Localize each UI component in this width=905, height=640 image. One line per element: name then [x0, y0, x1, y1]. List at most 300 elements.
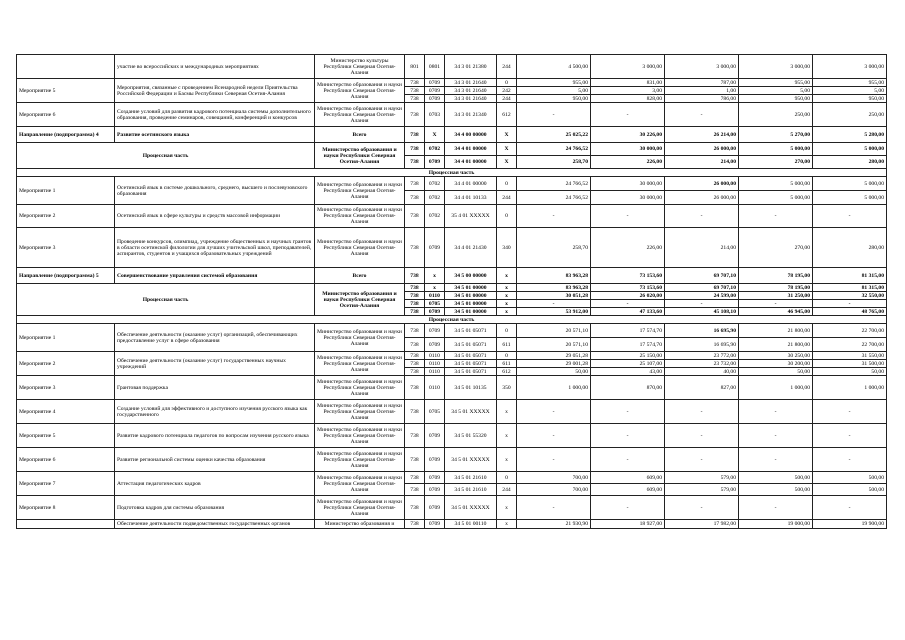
- table-cell: X: [497, 143, 517, 156]
- table-cell: 29 051,28: [517, 352, 591, 360]
- table-cell: X: [497, 127, 517, 143]
- table-cell: 270,00: [739, 156, 813, 169]
- table-cell: 0705: [425, 300, 445, 308]
- table-cell: 0703: [425, 103, 445, 127]
- table-cell: 1 000,00: [739, 376, 813, 400]
- table-cell: 244: [497, 484, 517, 496]
- table-cell: 50,00: [813, 368, 887, 376]
- table-cell: 0: [497, 79, 517, 87]
- table-cell: 34 5 01 05071: [445, 338, 497, 352]
- table-cell: Обеспечение деятельности (оказание услуг) организаций, обеспечивающих предоставление услуг в сфере образования: [115, 324, 315, 352]
- table-cell: 250,00: [813, 103, 887, 127]
- table-cell: 30 000,00: [591, 177, 665, 191]
- table-cell: 26 020,00: [591, 292, 665, 300]
- table-cell: 31 250,00: [739, 292, 813, 300]
- table-cell: Министерство образования и науки Республики Северная Осетия-Алания: [315, 79, 405, 103]
- table-cell: Грантовая поддержка: [115, 376, 315, 400]
- table-cell: 3 000,00: [813, 55, 887, 79]
- table-cell: Мероприятие 4: [17, 400, 115, 424]
- table-cell: 25 025,22: [517, 127, 591, 143]
- table-cell: 24 766,52: [517, 143, 591, 156]
- table-cell: 258,70: [517, 228, 591, 268]
- table-cell: -: [591, 400, 665, 424]
- table-cell: 23 772,00: [665, 352, 739, 360]
- table-cell: -: [591, 300, 665, 308]
- table-cell: 0801: [425, 55, 445, 79]
- table-row: [17, 324, 887, 338]
- table-row: [17, 205, 887, 228]
- table-cell: Министерство образования и науки Республики Северная Осетия-Алания: [315, 424, 405, 448]
- table-cell: 21 930,90: [517, 520, 591, 529]
- table-cell: 738: [405, 292, 425, 300]
- table-cell: 5 280,00: [813, 127, 887, 143]
- table-cell: 0709: [425, 95, 445, 103]
- table-cell: -: [739, 424, 813, 448]
- table-cell: 738: [405, 268, 425, 284]
- table-cell: Мероприятие 1: [17, 324, 115, 352]
- table-cell: 16 695,90: [665, 338, 739, 352]
- table-cell: -: [665, 424, 739, 448]
- table-cell: x: [497, 448, 517, 472]
- table-cell: 31 550,00: [813, 352, 887, 360]
- table-cell: 26 000,00: [665, 191, 739, 205]
- table-cell: -: [665, 205, 739, 228]
- table-cell: 0709: [425, 520, 445, 529]
- table-cell: 34 5 00 00000: [445, 268, 497, 284]
- table-cell: 270,00: [739, 228, 813, 268]
- table-cell: 609,00: [591, 472, 665, 484]
- table-cell: 244: [497, 95, 517, 103]
- table-cell: Министерство образования и науки Республики Северная Осетия-Алания: [315, 352, 405, 376]
- table-cell: 17 574,70: [591, 324, 665, 338]
- table-cell: 21 800,00: [739, 324, 813, 338]
- summary-row: [17, 284, 887, 292]
- table-cell: 34 5 01 05071: [445, 324, 497, 338]
- table-cell: Министерство образования и науки Республики Северная Осетия-Алания: [315, 205, 405, 228]
- table-cell: -: [665, 448, 739, 472]
- table-cell: 24 766,52: [517, 191, 591, 205]
- table-cell: 20 571,10: [517, 338, 591, 352]
- table-cell: Мероприятие 6: [17, 448, 115, 472]
- table-cell: Осетинский язык в сфере культуры и средств массовой информации: [115, 205, 315, 228]
- table-cell: 5,00: [517, 87, 591, 95]
- table-cell: Развитие кадрового потенциала педагогов по вопросам изучения русского языка: [115, 424, 315, 448]
- table-cell: Министерство образования и науки Республики Северная Осетия-Алания: [315, 103, 405, 127]
- table-cell: 738: [405, 352, 425, 360]
- table-cell: 738: [405, 448, 425, 472]
- table-cell: 0: [497, 177, 517, 191]
- table-cell: 34 5 01 21610: [445, 484, 497, 496]
- table-cell: 611: [497, 338, 517, 352]
- table-cell: -: [665, 400, 739, 424]
- table-cell: 738: [405, 127, 425, 143]
- table-cell: 0110: [425, 376, 445, 400]
- summary-row: [17, 127, 887, 143]
- table-row: [17, 520, 887, 529]
- table-cell: 34 3 01 21640: [445, 87, 497, 95]
- table-cell: Министерство образования и науки Республики Северная Осетия-Алания: [315, 376, 405, 400]
- table-cell: 738: [405, 300, 425, 308]
- table-cell: Министерство образования и науки Республики Северная Осетия-Алания: [315, 177, 405, 205]
- table-cell: 25 107,00: [591, 360, 665, 368]
- table-cell: 500,00: [813, 472, 887, 484]
- table-cell: Мероприятие 5: [17, 424, 115, 448]
- table-cell: 34 5 01 05071: [445, 368, 497, 376]
- table-cell: Министерство образования и: [315, 520, 405, 529]
- table-cell: Мероприятие 3: [17, 376, 115, 400]
- table-cell: 34 5 01 00110: [445, 520, 497, 529]
- table-row: [17, 55, 887, 79]
- table-row: [17, 496, 887, 520]
- table-cell: 69 707,10: [665, 268, 739, 284]
- table-cell: 226,00: [591, 156, 665, 169]
- table-cell: 612: [497, 103, 517, 127]
- table-cell: -: [739, 300, 813, 308]
- table-cell: 34 5 01 05071: [445, 352, 497, 360]
- table-cell: Мероприятие 5: [17, 79, 115, 103]
- table-cell: -: [591, 205, 665, 228]
- table-cell: -: [813, 448, 887, 472]
- table-cell: 34 4 00 00000: [445, 127, 497, 143]
- table-cell: x: [497, 284, 517, 292]
- table-cell: -: [591, 424, 665, 448]
- table-cell: 30 051,28: [517, 292, 591, 300]
- table-cell: x: [497, 400, 517, 424]
- table-cell: 5 000,00: [739, 191, 813, 205]
- table-cell: 50,00: [739, 368, 813, 376]
- table-cell: -: [591, 496, 665, 520]
- table-cell: 34 5 01 21610: [445, 472, 497, 484]
- table-cell: -: [813, 496, 887, 520]
- table-cell: 955,00: [739, 79, 813, 87]
- table-cell: -: [517, 424, 591, 448]
- table-cell: 831,00: [591, 79, 665, 87]
- table-cell: 828,00: [591, 95, 665, 103]
- table-cell: 700,00: [517, 484, 591, 496]
- table-cell: 53 912,00: [517, 308, 591, 316]
- table-cell: 0709: [425, 472, 445, 484]
- table-cell: 3 000,00: [591, 55, 665, 79]
- table-cell: 5,00: [739, 87, 813, 95]
- table-cell: 78 195,00: [739, 284, 813, 292]
- table-cell: 17 982,00: [665, 520, 739, 529]
- table-cell: 43,00: [591, 368, 665, 376]
- table-cell: Подготовка кадров для системы образования: [115, 496, 315, 520]
- table-row: [17, 424, 887, 448]
- table-cell: 0110: [425, 352, 445, 360]
- table-cell: 20 571,10: [517, 324, 591, 338]
- table-cell: -: [517, 400, 591, 424]
- table-cell: 34 4 01 00000: [445, 177, 497, 191]
- table-cell: 34 3 01 21380: [445, 55, 497, 79]
- table-cell: Совершенствование управления системой образования: [115, 268, 315, 284]
- table-cell: 0110: [425, 360, 445, 368]
- table-cell: 5,00: [813, 87, 887, 95]
- table-cell: 738: [405, 484, 425, 496]
- table-cell: -: [813, 205, 887, 228]
- table-cell: 1 000,00: [517, 376, 591, 400]
- table-cell: x: [497, 300, 517, 308]
- table-cell: x: [497, 268, 517, 284]
- table-cell: 0110: [425, 292, 445, 300]
- table-cell: 19 900,00: [813, 520, 887, 529]
- table-cell: 73 153,60: [591, 268, 665, 284]
- table-cell: 30 200,00: [739, 360, 813, 368]
- table-cell: Процессная часть: [17, 316, 887, 324]
- table-row: [17, 352, 887, 360]
- table-cell: 738: [405, 87, 425, 95]
- table-cell: 738: [405, 424, 425, 448]
- table-cell: 0709: [425, 338, 445, 352]
- table-cell: 738: [405, 360, 425, 368]
- table-cell: Министерство образования и науки Республики Северная Осетия-Алания: [315, 400, 405, 424]
- table-cell: 738: [405, 143, 425, 156]
- table-cell: Министерство образования и науки Республики Северная Осетия-Алания: [315, 284, 405, 316]
- table-cell: x: [497, 424, 517, 448]
- table-cell: 950,00: [517, 95, 591, 103]
- table-cell: 31 500,00: [813, 360, 887, 368]
- table-cell: 45 108,10: [665, 308, 739, 316]
- table-cell: 738: [405, 177, 425, 191]
- table-cell: 24 599,00: [665, 292, 739, 300]
- table-cell: 500,00: [813, 484, 887, 496]
- table-cell: 0: [497, 472, 517, 484]
- table-cell: Процессная часть: [17, 143, 315, 169]
- table-cell: 83 963,28: [517, 268, 591, 284]
- table-cell: 30 226,00: [591, 127, 665, 143]
- table-cell: 4 500,00: [517, 55, 591, 79]
- table-cell: -: [665, 496, 739, 520]
- table-cell: 17 574,70: [591, 338, 665, 352]
- table-cell: 950,00: [739, 95, 813, 103]
- table-cell: 34 5 01 55320: [445, 424, 497, 448]
- table-cell: -: [665, 300, 739, 308]
- table-cell: 50,00: [517, 368, 591, 376]
- table-cell: 738: [405, 308, 425, 316]
- table-cell: Всего: [315, 268, 405, 284]
- table-cell: 214,00: [665, 228, 739, 268]
- table-row: [17, 228, 887, 268]
- table-cell: 34 5 01 00000: [445, 308, 497, 316]
- table-cell: -: [517, 205, 591, 228]
- table-cell: 0: [497, 324, 517, 338]
- table-cell: 3 000,00: [665, 55, 739, 79]
- table-cell: x: [497, 292, 517, 300]
- table-row: [17, 376, 887, 400]
- table-cell: 3 000,00: [739, 55, 813, 79]
- table-cell: 40,00: [665, 368, 739, 376]
- table-cell: -: [517, 103, 591, 127]
- table-cell: 5 000,00: [813, 143, 887, 156]
- table-cell: 738: [405, 191, 425, 205]
- table-cell: 0709: [425, 228, 445, 268]
- table-cell: 0709: [425, 324, 445, 338]
- table-cell: 19 000,00: [739, 520, 813, 529]
- table-cell: 0709: [425, 156, 445, 169]
- table-cell: -: [665, 103, 739, 127]
- table-cell: [17, 55, 115, 79]
- table-cell: Направление (подпрограмма) 5: [17, 268, 115, 284]
- table-cell: 611: [497, 360, 517, 368]
- table-cell: Обеспечение деятельности подведомственных государственных органов: [115, 520, 315, 529]
- table-cell: 738: [405, 324, 425, 338]
- table-cell: 955,00: [517, 79, 591, 87]
- table-cell: 32 550,00: [813, 292, 887, 300]
- table-cell: Процессная часть: [17, 284, 315, 316]
- table-cell: Министерство образования и науки Республики Северная Осетия-Алания: [315, 228, 405, 268]
- table-cell: 35 4 01 XXXXX: [445, 205, 497, 228]
- budget-table: [16, 54, 887, 529]
- table-cell: 500,00: [739, 484, 813, 496]
- table-cell: Мероприятие 2: [17, 352, 115, 376]
- table-cell: 500,00: [739, 472, 813, 484]
- table-cell: 69 707,10: [665, 284, 739, 292]
- table-row: [17, 400, 887, 424]
- table-cell: 738: [405, 496, 425, 520]
- table-cell: 30 250,00: [739, 352, 813, 360]
- table-cell: 34 5 01 10135: [445, 376, 497, 400]
- table-cell: 700,00: [517, 472, 591, 484]
- table-cell: -: [739, 205, 813, 228]
- table-cell: 5 000,00: [813, 177, 887, 191]
- table-cell: 83 963,28: [517, 284, 591, 292]
- table-cell: Мероприятие 6: [17, 103, 115, 127]
- table-cell: 738: [405, 79, 425, 87]
- table-cell: 786,00: [665, 95, 739, 103]
- table-cell: -: [517, 300, 591, 308]
- table-cell: Мероприятие 7: [17, 472, 115, 496]
- table-cell: Всего: [315, 127, 405, 143]
- table-cell: 250,00: [739, 103, 813, 127]
- table-cell: -: [517, 448, 591, 472]
- table-cell: 34 5 01 00000: [445, 284, 497, 292]
- table-cell: 280,00: [813, 156, 887, 169]
- table-cell: 738: [405, 284, 425, 292]
- table-cell: Создание условий для развития кадрового потенциала системы дополнительного образования, проведение семинаров, совещаний, конференций и конкурсов: [115, 103, 315, 127]
- table-cell: Обеспечение деятельности (оказание услуг) государственных научных учреждений: [115, 352, 315, 376]
- table-cell: Министерство образования и науки Республики Северная Осетия-Алания: [315, 324, 405, 352]
- table-cell: 579,00: [665, 484, 739, 496]
- table-cell: Процессная часть: [17, 169, 887, 177]
- table-cell: 46 945,00: [739, 308, 813, 316]
- table-cell: 81 315,00: [813, 284, 887, 292]
- table-cell: X: [425, 127, 445, 143]
- table-cell: x: [497, 308, 517, 316]
- table-cell: 26 000,00: [665, 177, 739, 191]
- table-cell: 0709: [425, 448, 445, 472]
- table-cell: 787,00: [665, 79, 739, 87]
- table-cell: 0702: [425, 143, 445, 156]
- table-cell: 738: [405, 156, 425, 169]
- table-cell: Осетинский язык в системе дошкольного, среднего, высшего и послевузовского образования: [115, 177, 315, 205]
- table-cell: 0702: [425, 205, 445, 228]
- section-heading-row: [17, 316, 887, 324]
- table-cell: 738: [405, 95, 425, 103]
- table-cell: 350: [497, 376, 517, 400]
- table-cell: 16 695,90: [665, 324, 739, 338]
- table-cell: 5 000,00: [739, 177, 813, 191]
- table-cell: 738: [405, 520, 425, 529]
- table-cell: Мероприятие 8: [17, 496, 115, 520]
- table-cell: 30 000,00: [591, 191, 665, 205]
- table-cell: 280,00: [813, 228, 887, 268]
- table-cell: Проведение конкурсов, олимпиад, учреждение общественных и научных грантов в области осетинской филологии для лучших учительской школ, преподавателей, аспирантов, студентов и учащихся образовательных учреждений: [115, 228, 315, 268]
- table-cell: x: [497, 496, 517, 520]
- table-cell: 738: [405, 228, 425, 268]
- summary-row: [17, 268, 887, 284]
- table-cell: Развитие региональной системы оценки качества образования: [115, 448, 315, 472]
- table-cell: 34 5 01 05071: [445, 360, 497, 368]
- table-cell: 21 800,00: [739, 338, 813, 352]
- table-cell: 0: [497, 205, 517, 228]
- table-cell: 950,00: [813, 95, 887, 103]
- table-cell: 34 5 01 XXXXX: [445, 400, 497, 424]
- table-cell: X: [497, 156, 517, 169]
- table-cell: 0709: [425, 79, 445, 87]
- table-cell: 78 195,00: [739, 268, 813, 284]
- table-cell: -: [739, 448, 813, 472]
- table-cell: 22 700,00: [813, 324, 887, 338]
- table-cell: -: [813, 300, 887, 308]
- table-cell: 34 4 01 21430: [445, 228, 497, 268]
- table-cell: 34 4 01 10133: [445, 191, 497, 205]
- table-cell: -: [813, 424, 887, 448]
- table-cell: Министерство образования и науки Республики Северная Осетия-Алания: [315, 472, 405, 496]
- table-cell: 801: [405, 55, 425, 79]
- table-cell: 214,00: [665, 156, 739, 169]
- table-cell: 738: [405, 368, 425, 376]
- table-cell: 34 3 01 21640: [445, 79, 497, 87]
- table-cell: 738: [405, 205, 425, 228]
- table-cell: 18 927,00: [591, 520, 665, 529]
- table-cell: 738: [405, 103, 425, 127]
- table-cell: 0: [497, 352, 517, 360]
- table-cell: 22 700,00: [813, 338, 887, 352]
- table-cell: 244: [497, 191, 517, 205]
- table-cell: 34 5 01 00000: [445, 300, 497, 308]
- table-cell: 0709: [425, 496, 445, 520]
- table-cell: 579,00: [665, 472, 739, 484]
- table-cell: 955,00: [813, 79, 887, 87]
- table-row: [17, 448, 887, 472]
- table-cell: 81 315,00: [813, 268, 887, 284]
- table-cell: 0702: [425, 191, 445, 205]
- table-cell: 827,00: [665, 376, 739, 400]
- table-cell: 738: [405, 400, 425, 424]
- table-row: [17, 79, 887, 87]
- table-cell: x: [497, 520, 517, 529]
- table-cell: Министерство образования и науки Республики Северная Осетия-Алания: [315, 496, 405, 520]
- table-cell: Развитие осетинского языка: [115, 127, 315, 143]
- table-row: [17, 472, 887, 484]
- table-cell: Мероприятие 1: [17, 177, 115, 205]
- table-cell: 0709: [425, 87, 445, 95]
- table-cell: 258,70: [517, 156, 591, 169]
- table-cell: 5 000,00: [739, 143, 813, 156]
- table-cell: -: [739, 400, 813, 424]
- table-cell: Направление (подпрограмма) 4: [17, 127, 115, 143]
- table-cell: 5 000,00: [813, 191, 887, 205]
- table-cell: 34 5 01 XXXXX: [445, 448, 497, 472]
- table-cell: Министерство образования и науки Республики Северная Осетия-Алания: [315, 143, 405, 169]
- table-cell: участие во всероссийских и международных мероприятиях: [115, 55, 315, 79]
- table-cell: 34 5 01 XXXXX: [445, 496, 497, 520]
- table-cell: 34 3 01 21640: [445, 95, 497, 103]
- table-cell: 1,00: [665, 87, 739, 95]
- table-cell: 30 000,00: [591, 143, 665, 156]
- table-cell: 340: [497, 228, 517, 268]
- table-cell: 34 5 01 00000: [445, 292, 497, 300]
